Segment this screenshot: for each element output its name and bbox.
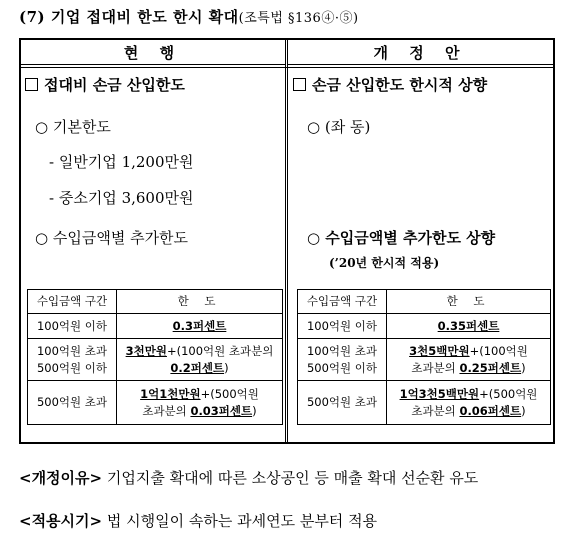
revised-heading: 손금 산입한도 한시적 상향	[293, 74, 487, 95]
table-row: 3천만원+(100억원 초과분의 0.2퍼센트)	[117, 339, 283, 381]
revised-note: (’20년 한시적 적용)	[329, 256, 440, 270]
table-row: 0.3퍼센트	[117, 314, 283, 339]
current-basic-limit: ○ 기본한도	[35, 118, 111, 136]
table-row: 500억원 초과	[298, 381, 387, 425]
table-row: 100억원 초과 500억원 이하	[298, 339, 387, 381]
col-header-range: 수입금액 구간	[298, 290, 387, 314]
current-limit-table	[27, 289, 283, 425]
reason-label: <개정이유>	[19, 469, 103, 487]
table-row: 100억원 초과 500억원 이하	[28, 339, 117, 381]
table-row: 0.35퍼센트	[387, 314, 551, 339]
apply-text: 법 시행일이 속하는 과세연도 분부터 적용	[102, 512, 378, 530]
checkbox-square-icon	[25, 78, 38, 91]
checkbox-square-icon	[293, 78, 306, 91]
revised-additional-limit: ○ 수입금액별 추가한도 상향	[307, 229, 496, 247]
current-sme: - 중소기업 3,600만원	[49, 189, 194, 207]
revised-same: ○ (좌 동)	[307, 118, 371, 136]
section-title	[19, 6, 359, 27]
current-additional-limit: ○ 수입금액별 추가한도	[35, 229, 189, 247]
col-header-limit: 한 도	[117, 290, 283, 314]
table-row: 1억1천만원+(500억원 초과분의 0.03퍼센트)	[117, 381, 283, 425]
header-revised: 개 정 안	[288, 40, 553, 65]
apply-label: <적용시기>	[19, 512, 103, 530]
col-header-limit: 한 도	[387, 290, 551, 314]
table-row: 1억3천5백만원+(500억원 초과분의 0.06퍼센트)	[387, 381, 551, 425]
table-row: 500억원 초과	[28, 381, 117, 425]
table-row: 100억원 이하	[28, 314, 117, 339]
table-row: 3천5백만원+(100억원 초과분의 0.25퍼센트)	[387, 339, 551, 381]
table-row: 100억원 이하	[298, 314, 387, 339]
col-header-range: 수입금액 구간	[28, 290, 117, 314]
reason-text: 기업지출 확대에 따른 소상공인 등 매출 확대 선순환 유도	[102, 469, 479, 487]
column-divider	[285, 40, 288, 442]
title-law-reference: (조특법 §136④·⑤)	[238, 11, 359, 26]
comparison-table	[19, 38, 555, 444]
reason-line	[19, 467, 478, 488]
current-general-company: - 일반기업 1,200만원	[49, 153, 194, 171]
current-heading: 접대비 손금 산입한도	[25, 74, 185, 95]
header-current: 현 행	[21, 40, 285, 65]
revised-limit-table	[297, 289, 551, 425]
title-main: (7) 기업 접대비 한도 한시 확대	[19, 8, 239, 26]
apply-line	[19, 510, 377, 531]
